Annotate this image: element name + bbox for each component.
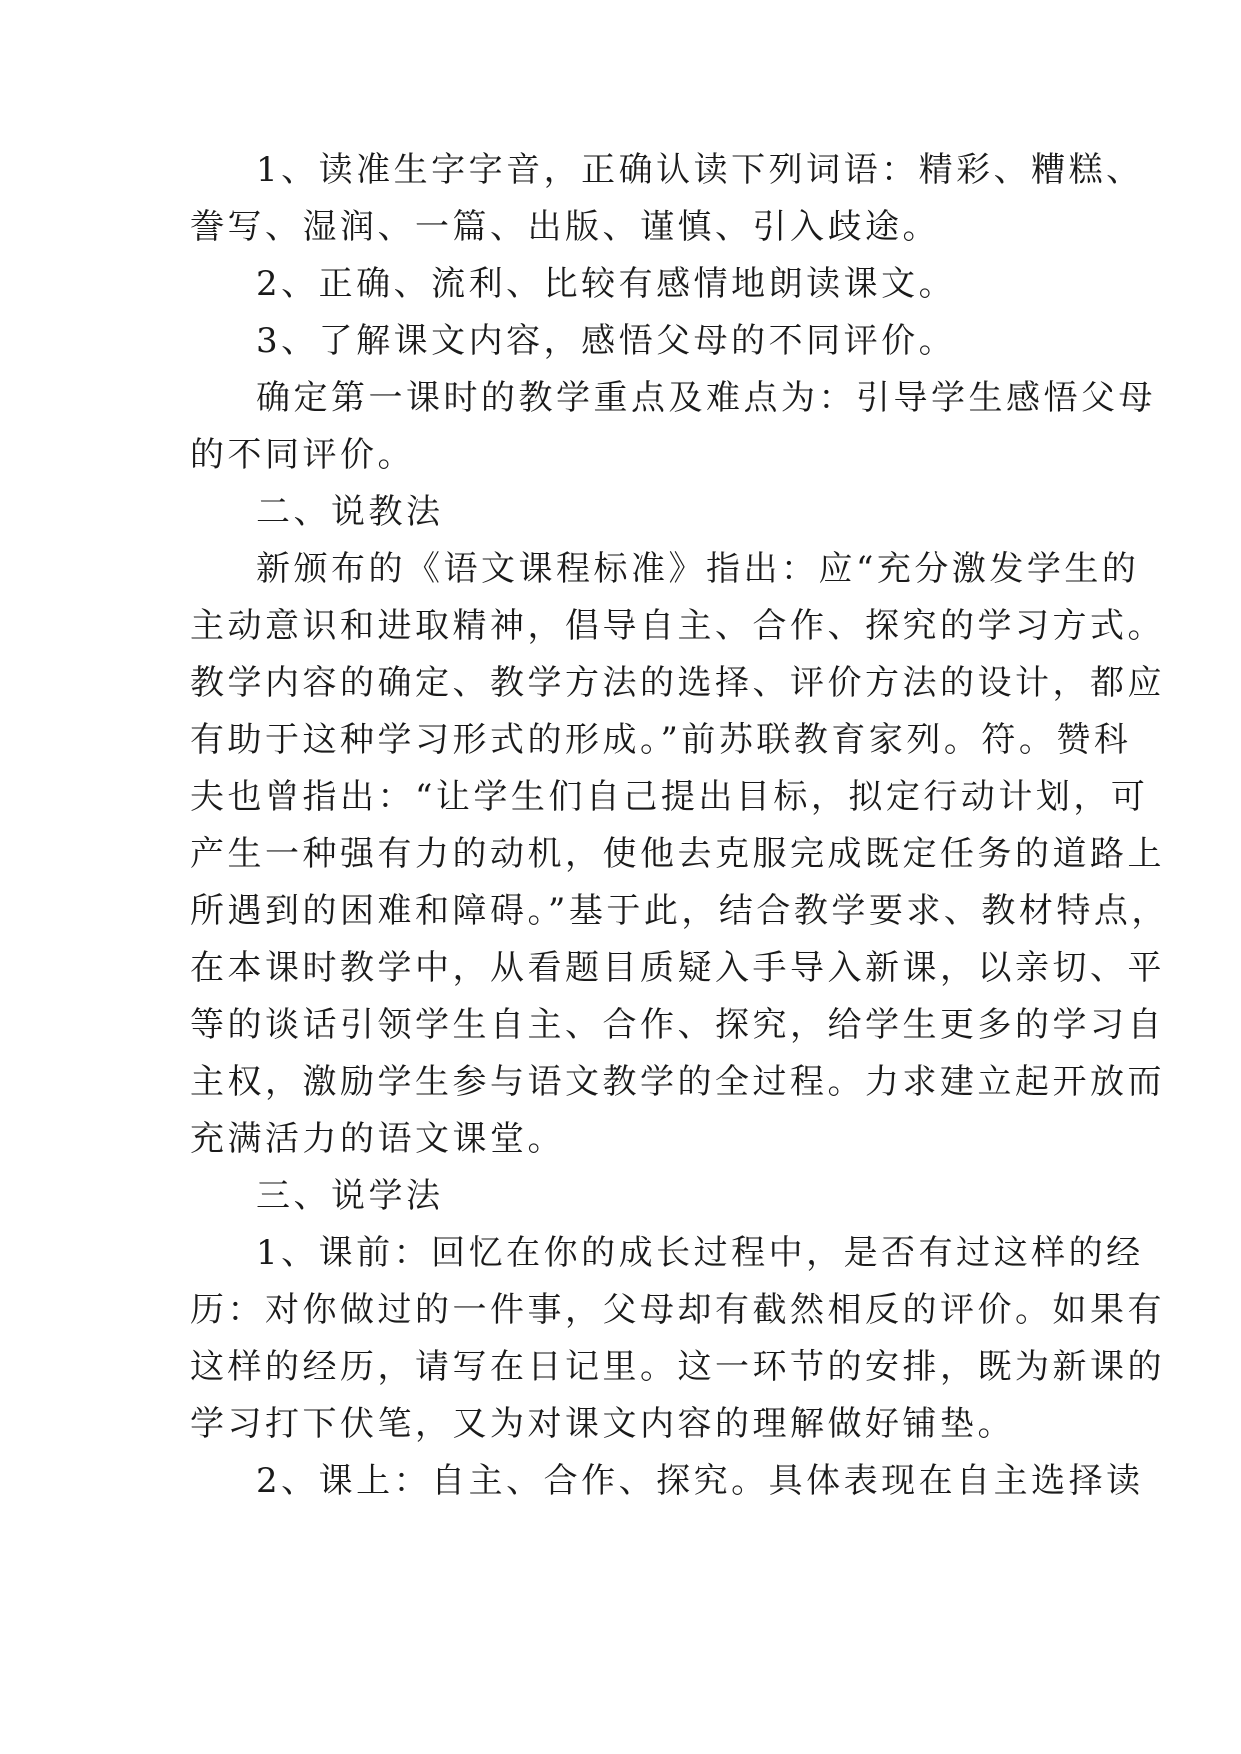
text-line: 1、课前：回忆在你的成长过程中，是否有过这样的经 bbox=[256, 1233, 1144, 1273]
text-line: 学习打下伏笔，又为对课文内容的理解做好铺垫。 bbox=[190, 1404, 1015, 1444]
text-line: 历：对你做过的一件事，父母却有截然相反的评价。如果有 bbox=[190, 1290, 1165, 1330]
text-line: 2、课上：自主、合作、探究。具体表现在自主选择读 bbox=[256, 1461, 1144, 1501]
text-line: 确定第一课时的教学重点及难点为：引导学生感悟父母 bbox=[256, 378, 1156, 418]
text-line: 主权，激励学生参与语文教学的全过程。力求建立起开放而 bbox=[190, 1062, 1165, 1102]
text-line: 教学内容的确定、教学方法的选择、评价方法的设计，都应 bbox=[190, 663, 1165, 703]
text-line: 有助于这种学习形式的形成。”前苏联教育家列。符。赞科 bbox=[190, 720, 1132, 760]
text-line: 主动意识和进取精神，倡导自主、合作、探究的学习方式。 bbox=[190, 606, 1165, 646]
text-line: 所遇到的困难和障碍。”基于此，结合教学要求、教材特点， bbox=[190, 891, 1169, 931]
text-line: 这样的经历，请写在日记里。这一环节的安排，既为新课的 bbox=[190, 1347, 1165, 1387]
text-line: 充满活力的语文课堂。 bbox=[190, 1119, 565, 1159]
text-line: 3、了解课文内容，感悟父母的不同评价。 bbox=[256, 321, 957, 361]
text-line: 夫也曾指出：“让学生们自己提出目标，拟定行动计划，可 bbox=[190, 777, 1149, 817]
section-heading: 二、说教法 bbox=[256, 492, 444, 532]
text-line: 2、正确、流利、比较有感情地朗读课文。 bbox=[256, 264, 957, 304]
section-heading: 三、说学法 bbox=[256, 1176, 444, 1216]
text-line: 产生一种强有力的动机，使他去克服完成既定任务的道路上 bbox=[190, 834, 1165, 874]
text-line: 的不同评价。 bbox=[190, 435, 415, 475]
text-line: 新颁布的《语文课程标准》指出：应“充分激发学生的 bbox=[256, 549, 1140, 589]
text-line: 在本课时教学中，从看题目质疑入手导入新课，以亲切、平 bbox=[190, 948, 1165, 988]
text-line: 1、读准生字字音，正确认读下列词语：精彩、糟糕、 bbox=[256, 150, 1144, 190]
text-line: 等的谈话引领学生自主、合作、探究，给学生更多的学习自 bbox=[190, 1005, 1165, 1045]
text-line: 誊写、湿润、一篇、出版、谨慎、引入歧途。 bbox=[190, 207, 940, 247]
